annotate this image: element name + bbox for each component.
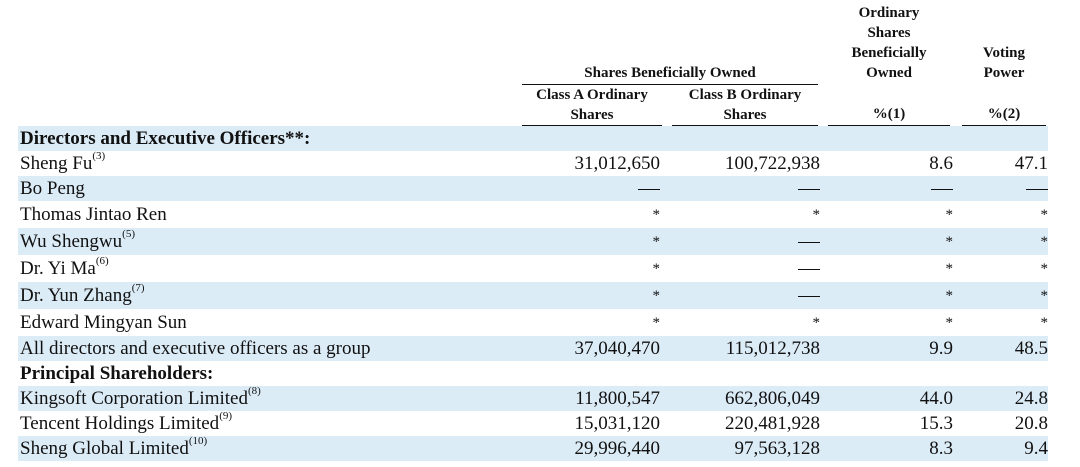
less-than-one-percent-mark: *: [945, 315, 953, 331]
less-than-one-percent-mark: *: [652, 288, 660, 304]
less-than-one-percent-mark: *: [652, 207, 660, 223]
voting-power-pct-cell: [953, 176, 1048, 201]
ordinary-shares-pct-value: 44.0: [919, 388, 953, 409]
header-ordinary-shares: Ordinary Shares Beneficially Owned: [851, 5, 927, 81]
voting-power-pct-value: 47.1: [1014, 153, 1048, 174]
voting-power-pct-cell: [953, 201, 1048, 228]
header-voting-power: Voting Power: [983, 45, 1025, 81]
section-header-row: [18, 126, 1048, 151]
class-a-shares-cell: [525, 255, 660, 282]
voting-power-pct-cell: [953, 336, 1048, 361]
ordinary-shares-pct-cell: [820, 309, 953, 336]
holder-name-text: Sheng Fu: [20, 153, 93, 174]
ordinary-shares-pct-value: 8.3: [929, 438, 953, 459]
footnote-ref: (6): [95, 254, 109, 267]
class-b-shares-value: 662,806,049: [725, 388, 820, 409]
header-ordinary-pct: %(1): [872, 106, 906, 122]
footnote-ref: (8): [247, 384, 261, 397]
ordinary-shares-pct-cell: [820, 151, 953, 176]
class-a-shares-value: 15,031,120: [574, 413, 660, 434]
class-a-shares-cell: [525, 436, 660, 461]
less-than-one-percent-mark: *: [945, 207, 953, 223]
class-a-shares-cell: [525, 228, 660, 255]
class-a-shares-cell: [525, 336, 660, 361]
less-than-one-percent-mark: *: [1040, 315, 1048, 331]
holder-name-text: Dr. Yun Zhang: [20, 285, 132, 306]
class-a-shares-value: 37,040,470: [574, 338, 660, 359]
less-than-one-percent-mark: *: [1040, 207, 1048, 223]
table-row: [18, 386, 1048, 411]
class-b-shares-cell: [660, 411, 820, 436]
dash-mark: [798, 189, 820, 190]
holder-name-text: Edward Mingyan Sun: [20, 312, 187, 333]
voting-power-pct-cell: [953, 436, 1048, 461]
table-row: [18, 151, 1048, 176]
voting-power-pct-cell: [953, 309, 1048, 336]
dash-mark: [1026, 189, 1048, 190]
table-row: [18, 255, 1048, 282]
holder-name-text: Thomas Jintao Ren: [20, 204, 167, 225]
holder-name: [18, 176, 525, 201]
header-class-b: Class B Ordinary Shares: [688, 87, 802, 123]
ordinary-shares-pct-cell: [820, 411, 953, 436]
ordinary-shares-pct-cell: [820, 282, 953, 309]
holder-name: [18, 255, 525, 282]
section-title: Principal Shareholders:: [20, 363, 214, 384]
table-row: [18, 201, 1048, 228]
less-than-one-percent-mark: *: [1040, 234, 1048, 250]
dash-mark: [931, 189, 953, 190]
holder-name: [18, 386, 525, 411]
voting-power-pct-cell: [953, 386, 1048, 411]
less-than-one-percent-mark: *: [652, 315, 660, 331]
ordinary-shares-pct-cell: [820, 201, 953, 228]
holder-name: [18, 282, 525, 309]
less-than-one-percent-mark: *: [945, 288, 953, 304]
table-header: [0, 0, 1080, 126]
header-voting-pct: %(2): [987, 106, 1021, 122]
less-than-one-percent-mark: *: [945, 261, 953, 277]
class-b-shares-value: 220,481,928: [725, 413, 820, 434]
voting-power-pct-cell: [953, 255, 1048, 282]
class-b-shares-cell: [660, 282, 820, 309]
class-b-shares-cell: [660, 255, 820, 282]
ordinary-shares-pct-cell: [820, 228, 953, 255]
less-than-one-percent-mark: *: [812, 207, 820, 223]
ordinary-shares-pct-cell: [820, 176, 953, 201]
voting-power-pct-value: 48.5: [1014, 338, 1048, 359]
ordinary-shares-pct-cell: [820, 336, 953, 361]
voting-power-pct-cell: [953, 151, 1048, 176]
ordinary-shares-pct-cell: [820, 436, 953, 461]
footnote-ref: (7): [131, 281, 145, 294]
less-than-one-percent-mark: *: [652, 234, 660, 250]
table-row: [18, 411, 1048, 436]
voting-power-pct-cell: [953, 282, 1048, 309]
class-b-shares-cell: [660, 201, 820, 228]
table-row: [18, 336, 1048, 361]
table-row: [18, 176, 1048, 201]
ordinary-shares-pct-cell: [820, 386, 953, 411]
voting-power-pct-cell: [953, 411, 1048, 436]
table-row: [18, 436, 1048, 461]
holder-name-text: Dr. Yi Ma: [20, 258, 96, 279]
dash-mark: [798, 296, 820, 297]
table-row: [18, 228, 1048, 255]
holder-name-text: Kingsoft Corporation Limited: [20, 388, 248, 409]
section-title: Directors and Executive Officers**:: [18, 126, 525, 151]
table-row: [18, 309, 1048, 336]
ordinary-shares-pct-cell: [820, 255, 953, 282]
voting-power-pct-cell: [953, 228, 1048, 255]
footnote-ref: (10): [188, 434, 208, 447]
header-shares-beneficially-owned: Shares Beneficially Owned: [584, 65, 756, 81]
class-a-shares-value: 29,996,440: [574, 438, 660, 459]
header-class-a: Class A Ordinary Shares: [536, 87, 648, 123]
ordinary-shares-pct-value: 9.9: [929, 338, 953, 359]
class-a-shares-value: 31,012,650: [574, 153, 660, 174]
ordinary-shares-pct-value: 15.3: [919, 413, 953, 434]
class-b-shares-cell: [660, 176, 820, 201]
class-a-shares-cell: [525, 201, 660, 228]
class-b-shares-cell: [660, 228, 820, 255]
holder-name-text: All directors and executive officers as a group: [20, 338, 371, 359]
holder-name: [18, 411, 525, 436]
footnote-ref: (5): [122, 227, 135, 240]
holder-name-text: Sheng Global Limited: [20, 438, 189, 459]
holder-name-text: Tencent Holdings Limited: [20, 413, 220, 434]
holder-name: [18, 336, 525, 361]
holder-name: [18, 309, 525, 336]
class-a-shares-cell: [525, 309, 660, 336]
holder-name: [18, 201, 525, 228]
class-b-shares-cell: [660, 336, 820, 361]
ordinary-shares-pct-value: 8.6: [929, 153, 953, 174]
class-b-shares-value: 115,012,738: [725, 338, 820, 359]
class-b-shares-cell: [660, 151, 820, 176]
holder-name: [18, 228, 525, 255]
voting-power-pct-value: 20.8: [1014, 413, 1048, 434]
class-b-shares-value: 100,722,938: [725, 153, 820, 174]
section-header-row: [18, 361, 1048, 386]
class-a-shares-cell: [525, 151, 660, 176]
holder-name: [18, 151, 525, 176]
holder-name-text: Bo Peng: [20, 178, 85, 199]
footnote-ref: (3): [92, 149, 106, 162]
class-b-shares-cell: [660, 436, 820, 461]
holder-name-text: Wu Shengwu: [20, 231, 123, 252]
less-than-one-percent-mark: *: [1040, 261, 1048, 277]
class-b-shares-value: 97,563,128: [734, 438, 820, 459]
holder-name: [18, 436, 525, 461]
dash-mark: [798, 242, 820, 243]
less-than-one-percent-mark: *: [652, 261, 660, 277]
class-a-shares-value: 11,800,547: [575, 388, 660, 409]
class-a-shares-cell: [525, 386, 660, 411]
less-than-one-percent-mark: *: [945, 234, 953, 250]
ownership-table: [18, 126, 1048, 461]
less-than-one-percent-mark: *: [1040, 288, 1048, 304]
class-b-shares-cell: [660, 309, 820, 336]
class-a-shares-cell: [525, 282, 660, 309]
voting-power-pct-value: 24.8: [1014, 388, 1048, 409]
footnote-ref: (9): [219, 409, 233, 422]
less-than-one-percent-mark: *: [812, 315, 820, 331]
class-a-shares-cell: [525, 411, 660, 436]
dash-mark: [638, 189, 660, 190]
dash-mark: [798, 269, 820, 270]
voting-power-pct-value: 9.4: [1024, 438, 1048, 459]
class-b-shares-cell: [660, 386, 820, 411]
table-row: [18, 282, 1048, 309]
class-a-shares-cell: [525, 176, 660, 201]
